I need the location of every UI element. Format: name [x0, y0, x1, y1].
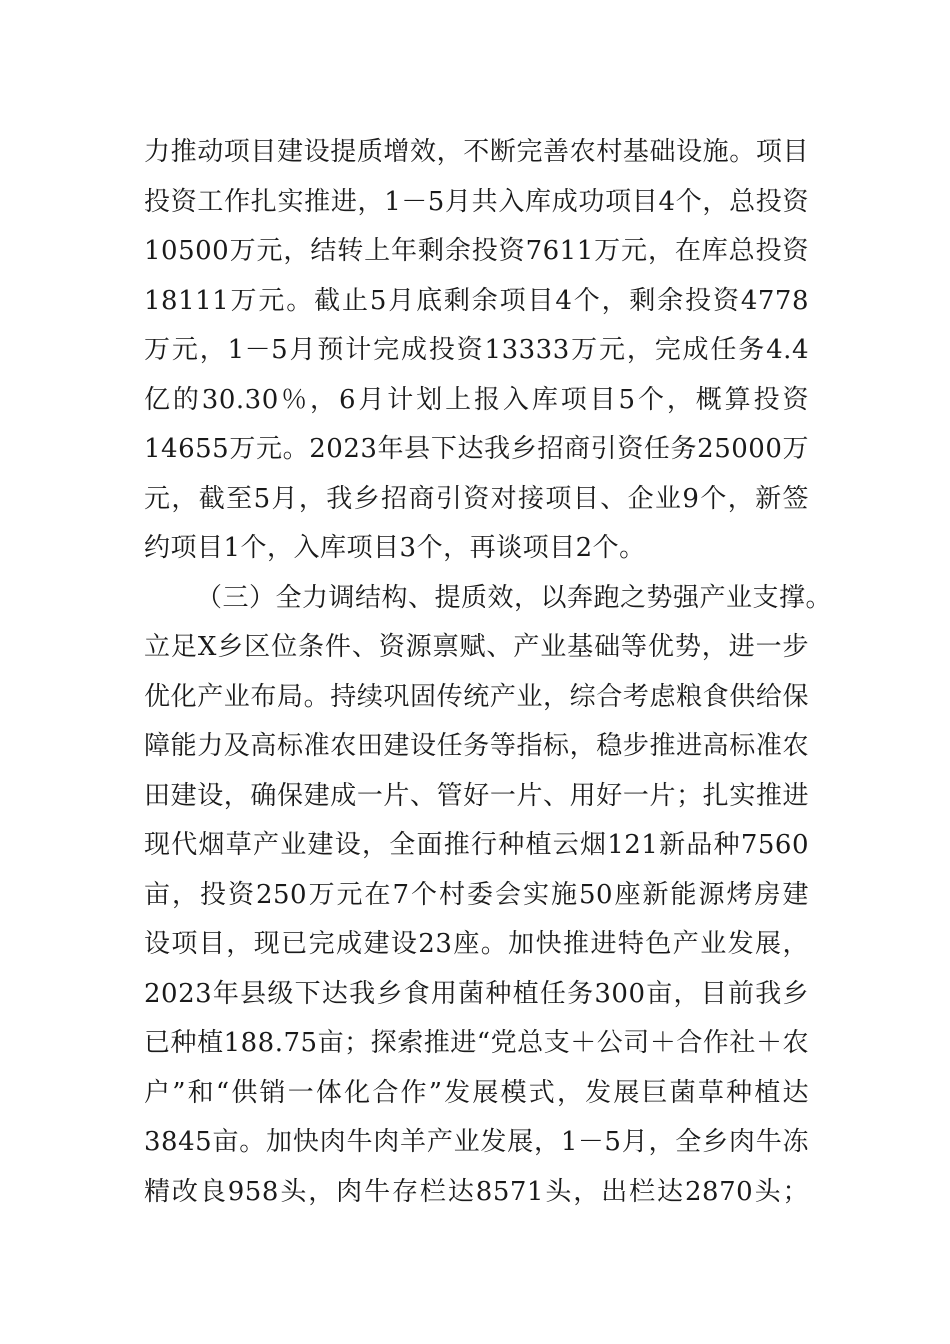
- text-line: 10500万元，结转上年剩余投资7611万元，在库总投资: [144, 236, 809, 266]
- text-line: 田建设，确保建成一片、管好一片、用好一片；扎实推进: [144, 780, 809, 811]
- text-line: 障能力及高标准农田建设任务等指标，稳步推进高标准农: [144, 731, 809, 761]
- text-line: 设项目，现已完成建设23座。加快推进特色产业发展，: [144, 929, 809, 959]
- text-line: 约项目1个，入库项目3个，再谈项目2个。: [144, 533, 646, 563]
- text-line: 14655万元。2023年县下达我乡招商引资任务25000万: [144, 434, 809, 464]
- text-line: 优化产业布局。持续巩固传统产业，综合考虑粮食供给保: [144, 681, 809, 712]
- text-line: 力推动项目建设提质增效，不断完善农村基础设施。项目: [144, 137, 809, 167]
- text-line: 投资工作扎实推进，1－5月共入库成功项目4个，总投资: [144, 186, 809, 217]
- text-line: 3845亩。加快肉牛肉羊产业发展，1－5月，全乡肉牛冻: [144, 1127, 809, 1157]
- text-line: 元，截至5月，我乡招商引资对接项目、企业9个，新签: [144, 483, 809, 514]
- body-text: [144, 128, 833, 1217]
- text-line: 现代烟草产业建设，全面推行种植云烟121新品种7560: [144, 830, 809, 860]
- text-line: 18111万元。截止5月底剩余项目4个，剩余投资4778: [144, 285, 809, 316]
- text-line: 亩，投资250万元在7个村委会实施50座新能源烤房建: [144, 879, 809, 910]
- text-line: 已种植188.75亩；探索推进“党总支＋公司＋合作社＋农: [144, 1028, 809, 1058]
- text-line: 立足X乡区位条件、资源禀赋、产业基础等优势，进一步: [144, 632, 809, 662]
- text-line: 户”和“供销一体化合作”发展模式，发展巨菌草种植达: [144, 1077, 809, 1108]
- text-line: 亿的30.30％，6月计划上报入库项目5个，概算投资: [144, 384, 809, 415]
- text-line: 万元，1－5月预计完成投资13333万元，完成任务4.4: [144, 335, 809, 365]
- text-line: 2023年县级下达我乡食用菌种植任务300亩，目前我乡: [144, 978, 809, 1009]
- text-line: 精改良958头，肉牛存栏达8571头，出栏达2870头；: [144, 1176, 809, 1207]
- section-heading-line: （三）全力调结构、提质效，以奔跑之势强产业支撑。: [196, 582, 833, 613]
